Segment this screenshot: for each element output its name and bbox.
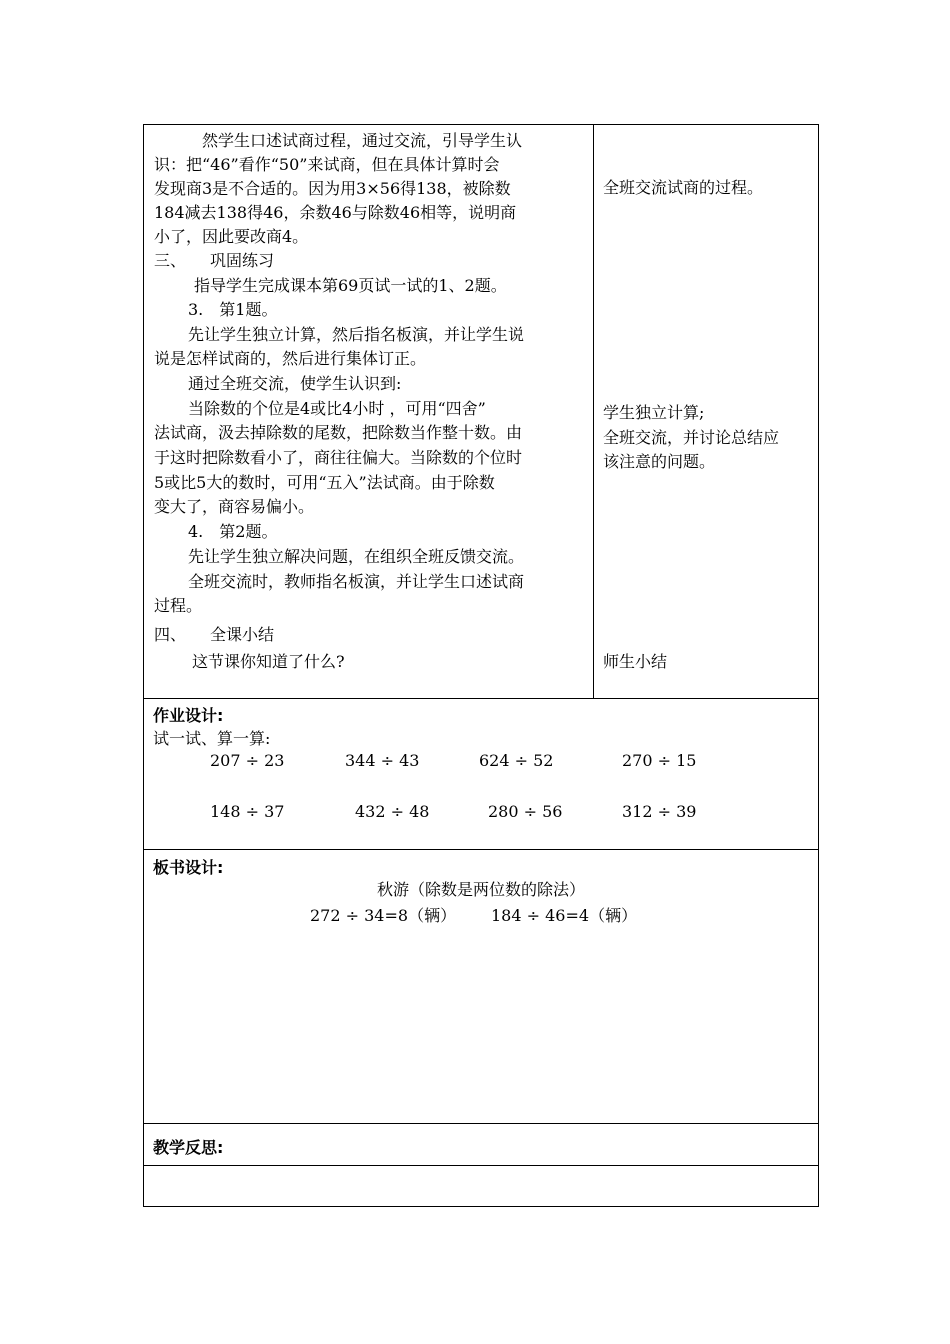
student-activity-cell	[594, 125, 818, 698]
lesson-line: 说是怎样试商的，然后进行集体订正。	[154, 349, 427, 368]
lesson-line: 识：把“46”看作“50”来试商，但在具体计算时会	[154, 155, 500, 174]
board-design-row	[144, 850, 818, 1124]
homework-subtitle: 试一试、算一算:	[153, 729, 271, 748]
note-line: 全班交流试商的过程。	[603, 178, 764, 197]
lesson-line: 变大了，商容易偏小。	[154, 497, 315, 516]
note-line: 该注意的问题。	[603, 452, 716, 471]
exercise: 207 ÷ 23	[210, 751, 285, 770]
board-heading: 秋游（除数是两位数的除法）	[376, 880, 585, 899]
exercise: 432 ÷ 48	[355, 802, 430, 821]
lesson-line: 4. 第2题。	[188, 522, 278, 541]
lesson-line: 然学生口述试商过程，通过交流，引导学生认	[202, 131, 523, 150]
homework-row	[144, 699, 818, 850]
lesson-plan-table	[143, 124, 819, 1207]
board-title: 板书设计:	[153, 858, 224, 877]
lesson-line: 小了，因此要改商4。	[154, 227, 309, 246]
exercise: 148 ÷ 37	[210, 802, 285, 821]
lesson-line: 全班交流时，教师指名板演，并让学生口述试商	[188, 572, 525, 591]
lesson-line: 这节课你知道了什么?	[192, 652, 345, 671]
board-equation: 272 ÷ 34=8（辆）	[310, 906, 457, 925]
note-line: 全班交流，并讨论总结应	[603, 428, 780, 447]
lesson-line: 通过全班交流，使学生认识到:	[188, 374, 402, 393]
exercise: 624 ÷ 52	[479, 751, 554, 770]
exercise: 270 ÷ 15	[622, 751, 697, 770]
lesson-line: 3. 第1题。	[188, 300, 278, 319]
lesson-line: 先让学生独立计算，然后指名板演，并让学生说	[188, 325, 525, 344]
reflection-content-cell	[144, 1166, 818, 1206]
lesson-line: 发现商3是不合适的。因为用3×56得138，被除数	[154, 179, 511, 198]
section-heading: 三、 巩固练习	[154, 251, 275, 270]
exercise: 312 ÷ 39	[622, 802, 697, 821]
section-heading: 四、 全课小结	[154, 625, 275, 644]
lesson-line: 指导学生完成课本第69页试一试的1、2题。	[194, 276, 507, 295]
note-line: 学生独立计算;	[603, 403, 705, 422]
reflection-title: 教学反思:	[153, 1138, 224, 1157]
exercise: 280 ÷ 56	[488, 802, 563, 821]
lesson-line: 184减去138得46，余数46与除数46相等，说明商	[154, 203, 517, 222]
lesson-line: 5或比5大的数时，可用“五入”法试商。由于除数	[154, 473, 495, 492]
lesson-line: 于这时把除数看小了，商往往偏大。当除数的个位时	[154, 448, 523, 467]
teacher-activity-cell	[144, 125, 594, 698]
lesson-line: 先让学生独立解决问题，在组织全班反馈交流。	[188, 547, 525, 566]
note-line: 师生小结	[603, 652, 668, 671]
lesson-line: 法试商，汲去掉除数的尾数，把除数当作整十数。由	[154, 423, 523, 442]
reflection-row	[144, 1124, 818, 1166]
exercise: 344 ÷ 43	[345, 751, 420, 770]
board-equation: 184 ÷ 46=4（辆）	[491, 906, 638, 925]
lesson-line: 当除数的个位是4或比4小时 ，可用“四舍”	[188, 399, 486, 418]
teaching-process-row	[144, 125, 818, 699]
lesson-line: 过程。	[154, 596, 203, 615]
homework-title: 作业设计:	[153, 706, 224, 725]
